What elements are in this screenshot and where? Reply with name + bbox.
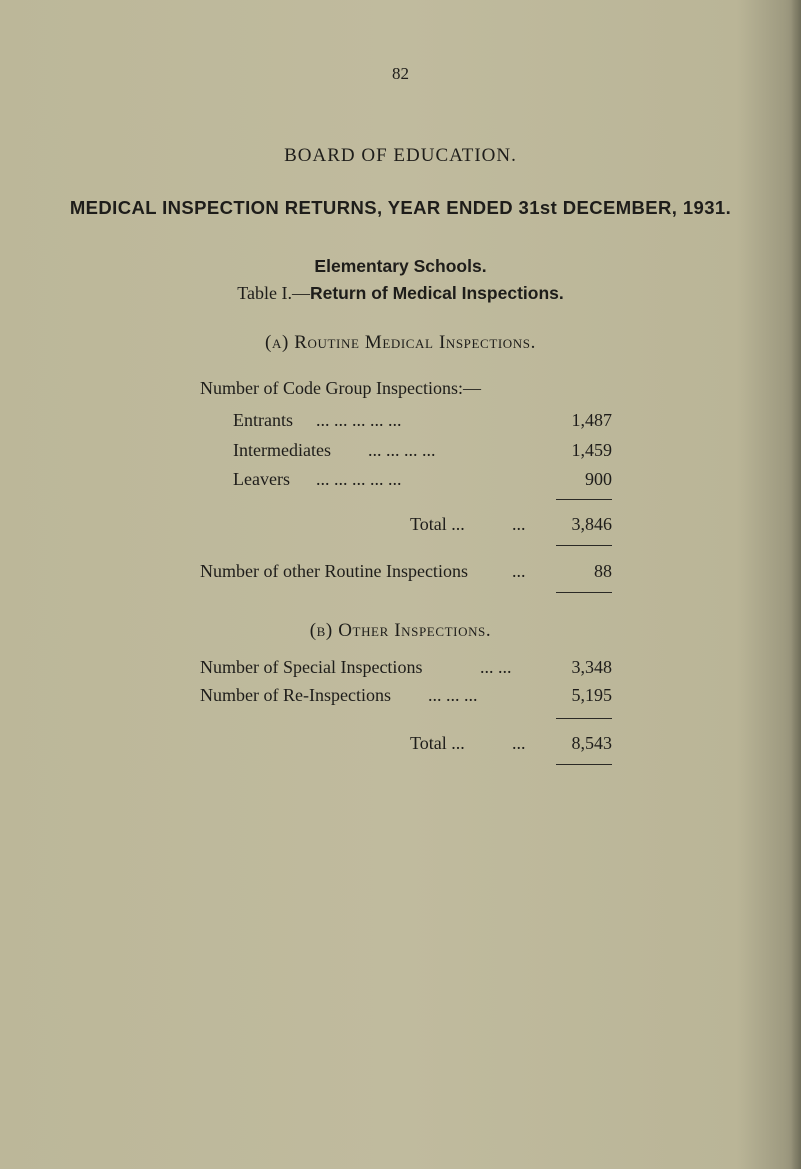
page-number: 82 <box>392 64 409 83</box>
table-title <box>0 283 801 304</box>
total-label-a: Total ... <box>410 514 465 534</box>
special-inspections-value: 3,348 <box>571 657 612 677</box>
special-inspections-label: Number of Special Inspections <box>200 657 423 677</box>
total-value-b: 8,543 <box>571 733 612 753</box>
row-leader-intermediates: ... ... ... ... <box>368 440 436 460</box>
row-leader-leavers: ... ... ... ... ... <box>316 469 402 489</box>
code-group-intro: Number of Code Group Inspections:— <box>200 378 481 398</box>
page-edge-shadow <box>791 0 801 1169</box>
total-value-a: 3,846 <box>571 514 612 534</box>
table-title-bold: Return of Medical Inspections. <box>309 283 564 303</box>
row-value-leavers: 900 <box>585 469 612 489</box>
subtotal-rule-a <box>556 499 612 500</box>
other-rule-a <box>556 592 612 593</box>
reinspections-label: Number of Re-Inspections <box>200 685 391 705</box>
total-rule-b <box>556 764 612 765</box>
main-title: MEDICAL INSPECTION RETURNS, YEAR ENDED 31st DECEMBER, 1931. <box>69 197 732 218</box>
section-a-heading: (a) Routine Medical Inspections. <box>265 332 536 353</box>
row-label-entrants: Entrants <box>233 410 293 430</box>
subtotal-rule-b <box>556 718 612 719</box>
reinspections-leader: ... ... ... <box>428 685 478 705</box>
special-inspections-leader: ... ... <box>480 657 512 677</box>
total-label-b: Total ... <box>410 733 465 753</box>
row-leader-entrants: ... ... ... ... ... <box>316 410 402 430</box>
board-title: BOARD OF EDUCATION. <box>284 145 517 166</box>
table-title-prefix: Table I.— <box>237 283 310 303</box>
subtitle: Elementary Schools. <box>314 256 487 276</box>
section-b-heading: (b) Other Inspections. <box>309 620 492 641</box>
other-routine-value: 88 <box>594 561 612 581</box>
row-value-entrants: 1,487 <box>571 410 612 430</box>
reinspections-value: 5,195 <box>571 685 612 705</box>
total-rule-a <box>556 545 612 546</box>
row-label-leavers: Leavers <box>233 469 290 489</box>
total-leader-b: ... <box>512 733 526 753</box>
other-routine-leader: ... <box>512 561 526 581</box>
row-label-intermediates: Intermediates <box>233 440 331 460</box>
other-routine-label: Number of other Routine Inspections <box>200 561 468 581</box>
total-leader-a: ... <box>512 514 526 534</box>
row-value-intermediates: 1,459 <box>571 440 612 460</box>
